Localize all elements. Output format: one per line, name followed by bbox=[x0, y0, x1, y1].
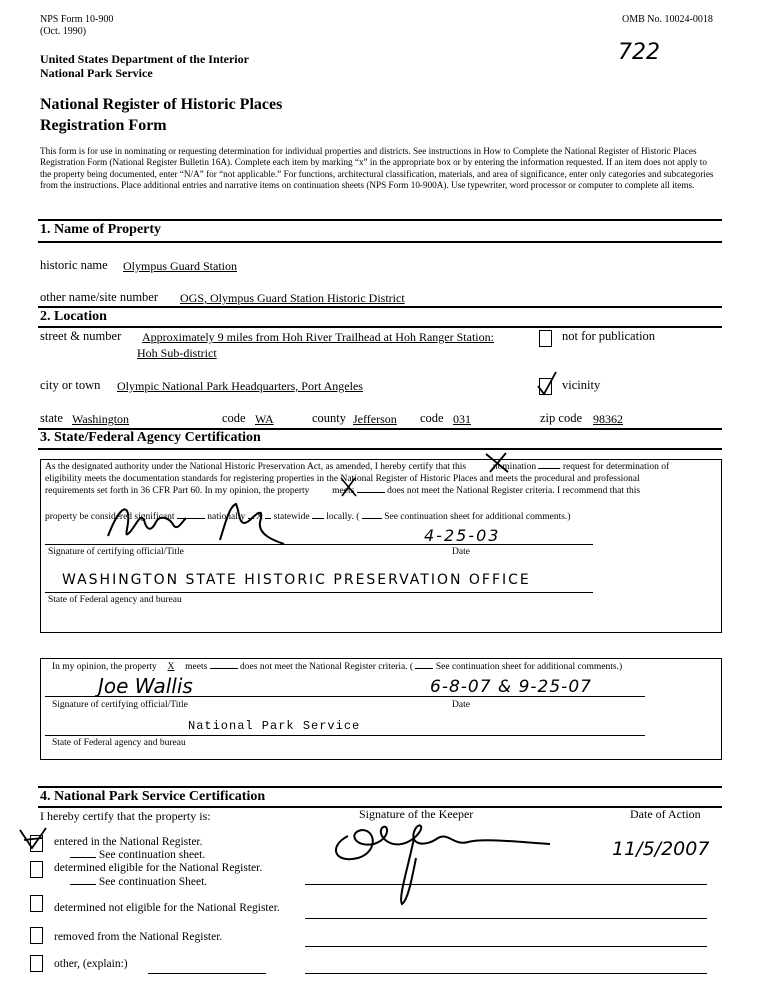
zip-value[interactable]: 98362 bbox=[593, 412, 623, 426]
blank bbox=[210, 668, 238, 669]
meets-option[interactable]: meets bbox=[332, 486, 355, 496]
bureau-label: State of Federal agency and bureau bbox=[52, 738, 186, 748]
cert-text: request for determination of bbox=[562, 462, 670, 472]
service: National Park Service bbox=[40, 66, 153, 80]
section-3-heading: 3. State/Federal Agency Certification bbox=[40, 430, 261, 445]
option-eligible-continuation[interactable]: See continuation Sheet. bbox=[98, 876, 208, 888]
section-rule bbox=[38, 448, 722, 450]
option-eligible[interactable]: determined eligible for the National Register. bbox=[54, 862, 263, 874]
keeper-line bbox=[305, 884, 707, 885]
blank bbox=[357, 492, 385, 493]
date-label: Date bbox=[452, 547, 470, 557]
section-rule bbox=[38, 326, 722, 328]
county-label: county bbox=[312, 411, 347, 425]
city-label: city or town bbox=[40, 378, 101, 392]
section-rule bbox=[38, 786, 722, 788]
blank bbox=[415, 668, 433, 669]
historic-name-value[interactable]: Olympus Guard Station bbox=[123, 259, 237, 273]
state-value[interactable]: Washington bbox=[72, 412, 130, 426]
keeper-signature-label: Signature of the Keeper bbox=[359, 807, 474, 821]
handwritten-number: 722 bbox=[618, 40, 660, 65]
vicinity-label: vicinity bbox=[562, 378, 601, 392]
opinion-line bbox=[52, 662, 622, 672]
blank bbox=[362, 518, 382, 519]
meets-x-mark bbox=[339, 476, 359, 498]
locally-option[interactable]: locally. ( bbox=[326, 512, 360, 522]
date-of-action-label: Date of Action bbox=[630, 807, 701, 821]
other-explain-line[interactable] bbox=[148, 973, 266, 974]
form-subtitle: Registration Form bbox=[40, 117, 167, 134]
historic-name-label: historic name bbox=[40, 258, 108, 272]
keeper-line bbox=[305, 946, 707, 947]
option-removed[interactable]: removed from the National Register. bbox=[54, 931, 223, 943]
signature-line bbox=[45, 696, 645, 697]
code-label: code bbox=[222, 411, 246, 425]
nationally-option[interactable]: nationally bbox=[207, 512, 246, 522]
state-official-signature bbox=[100, 500, 290, 550]
section-1-heading: 1. Name of Property bbox=[40, 222, 162, 237]
nomination-x-mark bbox=[484, 452, 512, 474]
section-4-heading: 4. National Park Service Certification bbox=[40, 789, 266, 804]
certify-label: I hereby certify that the property is: bbox=[40, 809, 211, 823]
opinion-text: See continuation sheet for additional comments.) bbox=[435, 662, 623, 672]
blank bbox=[312, 518, 324, 519]
section-rule bbox=[38, 219, 722, 221]
date-of-action-value: 11/5/2007 bbox=[612, 838, 710, 860]
section-rule bbox=[38, 241, 722, 243]
bureau-label: State of Federal agency and bureau bbox=[48, 595, 182, 605]
section-rule bbox=[38, 306, 722, 308]
option-entered[interactable]: entered in the National Register. bbox=[54, 836, 203, 848]
street-value[interactable]: Approximately 9 miles from Hoh River Trailhead at Hoh Ranger Station: bbox=[142, 330, 494, 344]
county-value[interactable]: Jefferson bbox=[353, 412, 397, 426]
option-other[interactable]: other, (explain:) bbox=[54, 958, 128, 970]
cert-text: See continuation sheet for additional comments.) bbox=[384, 512, 571, 522]
statewide-mark: X bbox=[256, 512, 263, 522]
form-title: National Register of Historic Places bbox=[40, 96, 283, 113]
cert-text: property be considered significant bbox=[45, 512, 175, 522]
city-value[interactable]: Olympic National Park Headquarters, Port Angeles bbox=[117, 379, 363, 393]
street-label: street & number bbox=[40, 329, 122, 343]
signature-label: Signature of certifying official/Title bbox=[52, 700, 188, 710]
code-value[interactable]: WA bbox=[255, 412, 274, 426]
nomination-option[interactable]: nomination bbox=[492, 462, 537, 472]
not-for-publication-label: not for publication bbox=[562, 329, 656, 343]
omb-number: OMB No. 10024-0018 bbox=[622, 14, 713, 25]
state-label: state bbox=[40, 411, 63, 425]
form-date: (Oct. 1990) bbox=[40, 26, 87, 37]
meets-x-value: X bbox=[167, 662, 175, 672]
blank bbox=[70, 857, 96, 858]
federal-agency-typed: National Park Service bbox=[188, 719, 361, 733]
state-office-handwritten: WASHINGTON STATE HISTORIC PRESERVATION OFFICE bbox=[62, 572, 531, 588]
opinion-text: In my opinion, the property bbox=[52, 662, 157, 672]
entered-check-mark bbox=[18, 826, 48, 854]
blank bbox=[70, 884, 96, 885]
county-code-value[interactable]: 031 bbox=[453, 412, 471, 426]
keeper-line bbox=[305, 918, 707, 919]
option-entered-continuation[interactable]: See continuation sheet. bbox=[98, 849, 206, 861]
zip-label: zip code bbox=[540, 411, 582, 425]
department: United States Department of the Interior bbox=[40, 52, 249, 66]
federal-cert-date-value: 6-8-07 & 9-25-07 bbox=[430, 677, 592, 697]
other-name-value[interactable]: OGS, Olympus Guard Station Historic District bbox=[180, 291, 405, 305]
bureau-line bbox=[45, 592, 593, 593]
removed-checkbox[interactable] bbox=[30, 927, 43, 944]
other-checkbox[interactable] bbox=[30, 955, 43, 972]
keeper-signature bbox=[318, 808, 558, 908]
cert-line-2: eligibility meets the documentation standards for registering properties in the National Register of Historic Places and meets the procedural and professional bbox=[45, 474, 640, 484]
option-entered-sub-row bbox=[70, 849, 205, 861]
county-code-label: code bbox=[420, 411, 444, 425]
signature-line bbox=[45, 544, 593, 545]
bureau-line bbox=[45, 735, 645, 736]
vicinity-check-mark bbox=[536, 370, 560, 396]
not-eligible-checkbox[interactable] bbox=[30, 895, 43, 912]
other-name-label: other name/site number bbox=[40, 290, 159, 304]
date-label: Date bbox=[452, 700, 470, 710]
federal-official-signature: Joe Wallis bbox=[98, 674, 193, 698]
state-cert-date-value: 4-25-03 bbox=[424, 526, 501, 545]
cert-text: does not meet the National Register criteria. I recommend that this bbox=[387, 486, 641, 496]
keeper-line bbox=[305, 973, 707, 974]
cert-line-1 bbox=[45, 462, 669, 472]
cert-text: requirements set forth in 36 CFR Part 60. In my opinion, the property bbox=[45, 486, 310, 496]
signature-label: Signature of certifying official/Title bbox=[48, 547, 184, 557]
cert-text: As the designated authority under the National Historic Preservation Act, as amended, I hereby certify that this bbox=[45, 462, 467, 472]
opinion-text: does not meet the National Register criteria. ( bbox=[240, 662, 414, 672]
meets-option[interactable]: meets bbox=[185, 662, 208, 672]
eligible-checkbox[interactable] bbox=[30, 861, 43, 878]
blank bbox=[538, 468, 560, 469]
street-value-line2[interactable]: Hoh Sub-district bbox=[137, 346, 217, 360]
section-2-heading: 2. Location bbox=[40, 309, 107, 324]
option-eligible-sub-row bbox=[70, 876, 207, 888]
option-not-eligible[interactable]: determined not eligible for the National Register. bbox=[54, 902, 280, 914]
form-number: NPS Form 10-900 bbox=[40, 14, 114, 25]
statewide-option[interactable]: statewide bbox=[273, 512, 310, 522]
not-for-publication-checkbox[interactable] bbox=[539, 330, 552, 347]
instructions: This form is for use in nominating or requesting determination for individual properties and districts. See instructions in How to Complete the National Register of Historic Places Registration Form (National Register Bulletin 16A). Complete each item by marking “x” in the appropriate box or by entering the information requested. If an item does not apply to the property being documented, enter “N/A” for “not applicable.” For functions, architectural classification, materials, and area of significance, enter only categories and subcategories from the instructions. Place additional entries and narrative items on continuation sheets (NPS Form 10-900A). Use typewriter, word processor or computer to complete all items. bbox=[40, 146, 714, 190]
